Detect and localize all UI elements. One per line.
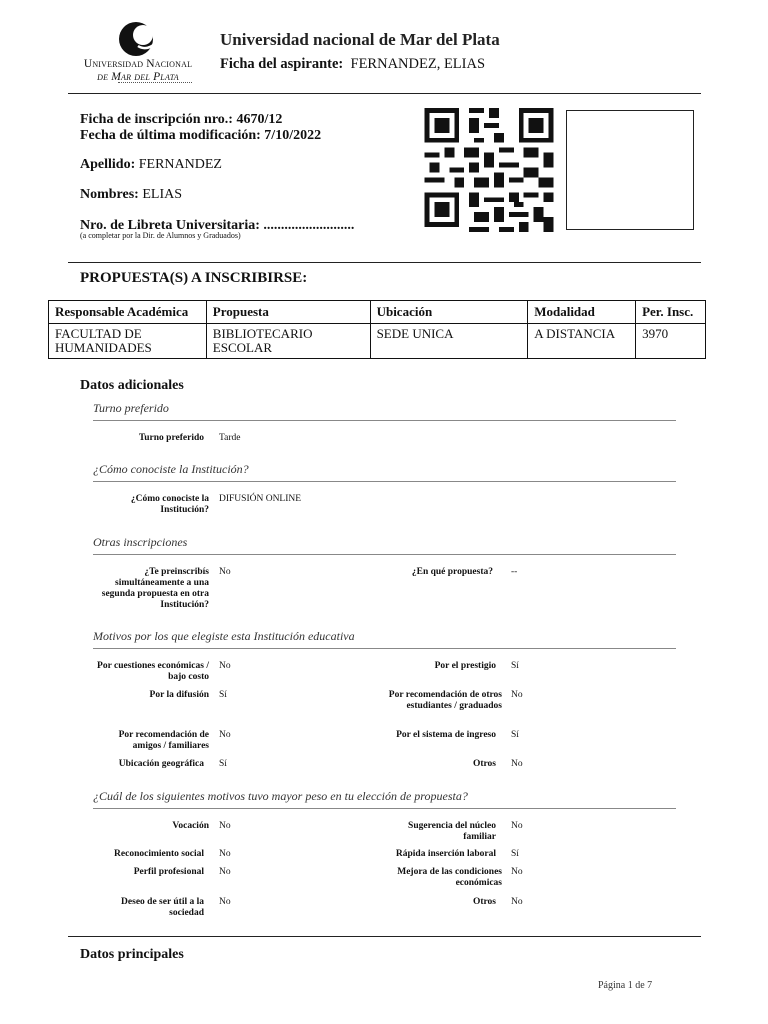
peso-value: No [219, 897, 231, 907]
peso-label: Reconocimiento social [114, 849, 204, 859]
propuestas-table [48, 300, 706, 359]
turno-value: Tarde [219, 433, 241, 443]
motivo-label: Ubicación geográfica [118, 759, 204, 769]
section-divider [93, 420, 676, 421]
conociste-section-title: ¿Cómo conociste la Institución? [93, 462, 249, 476]
motivo-label: Por la difusión [149, 690, 209, 700]
nombres-field [80, 187, 182, 203]
peso-label: Mejora de las condiciones económicas [397, 867, 502, 888]
section-divider [68, 936, 701, 937]
motivo-value: No [511, 690, 523, 700]
libreta-note: (a completar por la Dir. de Alumnos y Graduados) [80, 231, 241, 240]
motivo-label: Por cuestiones económicas / bajo costo [97, 661, 209, 682]
table-cell: SEDE UNICA [370, 324, 528, 359]
section-divider [93, 481, 676, 482]
motivo-value: Sí [511, 661, 519, 671]
university-title: Universidad nacional de Mar del Plata [220, 30, 500, 49]
table-cell: BIBLIOTECARIO ESCOLAR [206, 324, 370, 359]
peso-label: Otros [472, 897, 496, 907]
logo-text [74, 58, 202, 84]
motivo-value: No [219, 730, 231, 740]
peso-value: No [511, 821, 523, 831]
otras-label-1: ¿Te preinscribís simultáneamente a una segunda propuesta en otra Institución? [101, 567, 209, 610]
apellido-value: FERNANDEZ [138, 157, 222, 172]
section-divider [93, 808, 676, 809]
applicant-header [220, 56, 485, 73]
libreta-field: Nro. de Libreta Universitaria: .......................... [80, 218, 355, 233]
motivo-label: Por el prestigio [434, 661, 496, 671]
motivo-label: Por recomendación de amigos / familiares [118, 730, 209, 751]
peso-label: Rápida inserción laboral [395, 849, 496, 859]
peso-label: Perfil profesional [133, 867, 204, 877]
table-cell: A DISTANCIA [528, 324, 636, 359]
otras-value-1: No [219, 567, 231, 577]
datos-principales-title: Datos principales [80, 947, 184, 962]
logo-line2: de Mar del Plata [97, 71, 179, 83]
propuestas-title: PROPUESTA(S) A INSCRIBIRSE: [80, 270, 308, 286]
motivo-value: Sí [511, 730, 519, 740]
motivo-value: No [219, 661, 231, 671]
turno-label: Turno preferido [138, 433, 204, 443]
motivo-value: Sí [219, 759, 227, 769]
university-logo-icon [118, 20, 158, 58]
peso-label: Deseo de ser útil a la sociedad [121, 897, 204, 918]
motivo-label: Otros [472, 759, 496, 769]
motivo-value: No [511, 759, 523, 769]
page-number: Página 1 de 7 [598, 980, 653, 991]
table-header: Propuesta [206, 301, 370, 324]
table-header: Modalidad [528, 301, 636, 324]
table-cell: FACULTAD DE HUMANIDADES [49, 324, 207, 359]
motivo-label: Por el sistema de ingreso [396, 730, 496, 740]
table-row [49, 324, 706, 359]
peso-label: Vocación [172, 821, 209, 831]
header-divider [68, 93, 701, 94]
peso-value: Sí [511, 849, 519, 859]
peso-value: No [219, 849, 231, 859]
apellido-field [80, 157, 222, 173]
logo-divider [118, 82, 192, 83]
table-cell: 3970 [636, 324, 706, 359]
peso-value: No [219, 821, 231, 831]
otras-label-2: ¿En qué propuesta? [411, 567, 493, 577]
info-divider [68, 262, 701, 263]
datos-adicionales-title: Datos adicionales [80, 378, 184, 393]
photo-box [566, 110, 694, 230]
peso-value: No [511, 867, 523, 877]
applicant-header-label: Ficha del aspirante: [220, 56, 344, 72]
peso-section-title: ¿Cuál de los siguientes motivos tuvo mayor peso en tu elección de propuesta? [93, 789, 468, 803]
conociste-value: DIFUSIÓN ONLINE [219, 494, 302, 504]
section-divider [93, 554, 676, 555]
inscripcion-number: Ficha de inscripción nro.: 4670/12 [80, 112, 283, 127]
motivos-section-title: Motivos por los que elegiste esta Institución educativa [93, 629, 355, 643]
motivo-value: Sí [219, 690, 227, 700]
propuestas-header-row [49, 301, 706, 324]
table-header: Ubicación [370, 301, 528, 324]
applicant-header-name: FERNANDEZ, ELIAS [350, 56, 486, 72]
conociste-label: ¿Cómo conociste la Institución? [130, 494, 209, 515]
peso-label: Sugerencia del núcleo familiar [408, 821, 496, 842]
peso-value: No [511, 897, 523, 907]
apellido-label: Apellido: [80, 157, 136, 172]
nombres-label: Nombres: [80, 187, 139, 202]
turno-section-title: Turno preferido [93, 401, 169, 415]
motivo-label: Por recomendación de otros estudiantes / graduados [388, 690, 502, 711]
nombres-value: ELIAS [142, 187, 183, 202]
logo-line1: Universidad Nacional [83, 58, 193, 70]
section-divider [93, 648, 676, 649]
modification-date: Fecha de última modificación: 7/10/2022 [80, 128, 322, 143]
peso-value: No [219, 867, 231, 877]
otras-section-title: Otras inscripciones [93, 535, 188, 549]
qr-code-icon [424, 108, 554, 232]
table-header: Per. Insc. [636, 301, 706, 324]
table-header: Responsable Académica [49, 301, 207, 324]
otras-value-2: -- [511, 567, 518, 577]
